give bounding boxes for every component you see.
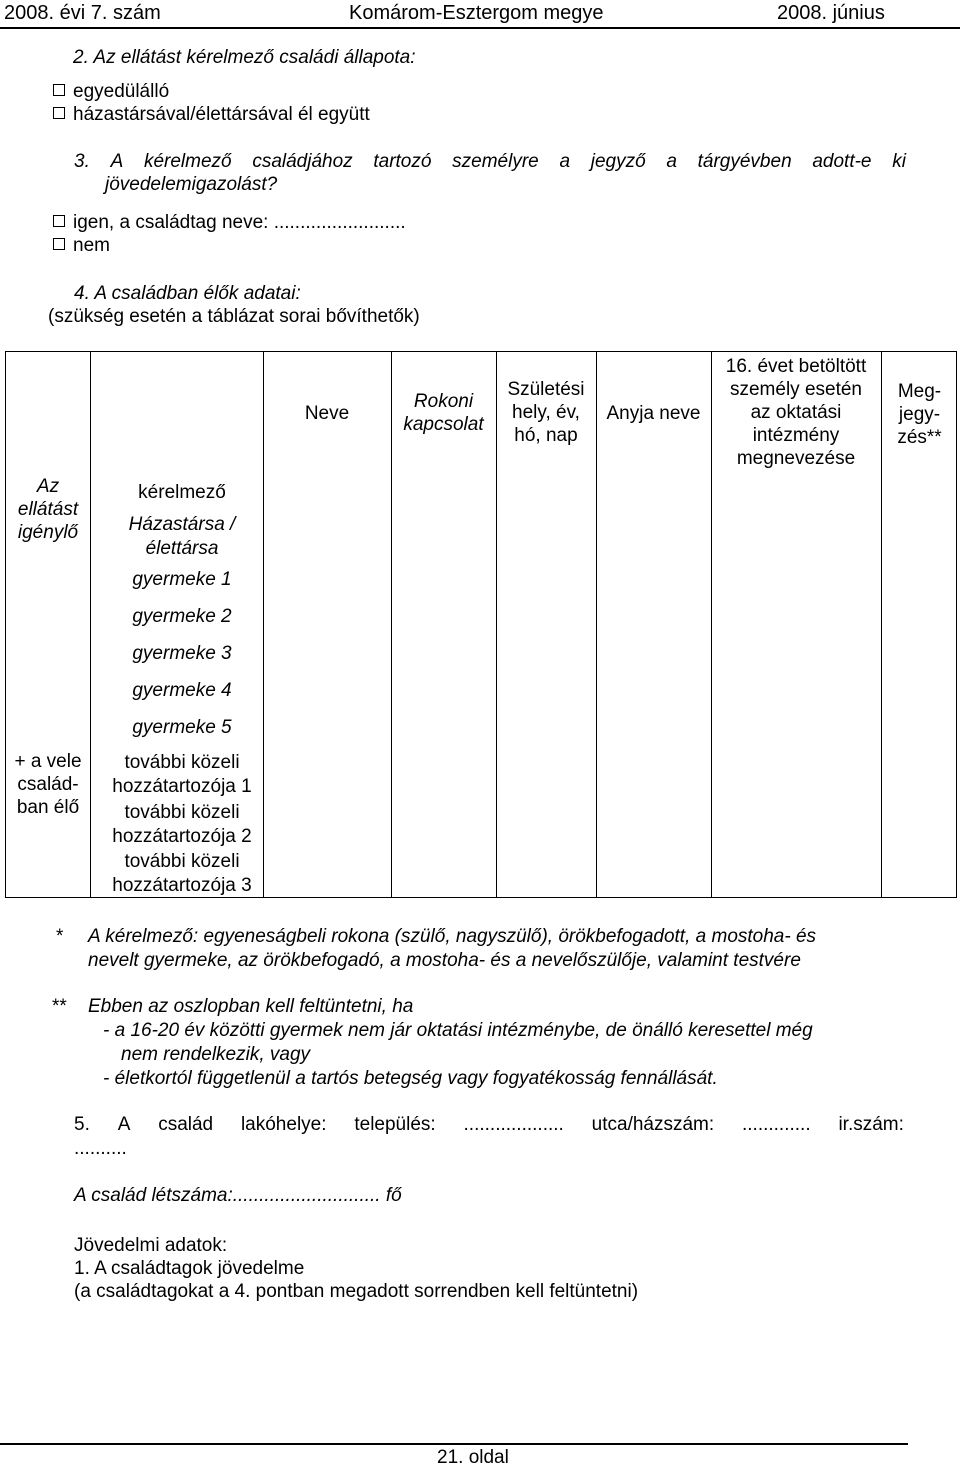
- header-rule: [0, 27, 960, 29]
- checkbox-icon[interactable]: [53, 107, 65, 119]
- family-members-table: [5, 351, 957, 898]
- note-dstar-line-1: Ebben az oszlopban kell feltüntetni, ha: [88, 996, 414, 1017]
- option-married[interactable]: házastársával/élettársával él együtt: [53, 103, 370, 126]
- section2-title: 2. Az ellátást kérelmező családi állapota:: [73, 47, 416, 68]
- col-header-notes: Meg- jegy- zés**: [897, 381, 942, 448]
- col-header-mother: Anyja neve: [606, 403, 701, 424]
- header-issue: 2008. évi 7. szám: [4, 2, 161, 24]
- section4-title: 4. A családban élők adatai:: [74, 283, 301, 304]
- row-label-child-2: gyermeke 2: [132, 606, 232, 627]
- section3-question-cont: jövedelemigazolást?: [105, 174, 278, 195]
- row-label-child-4: gyermeke 4: [132, 680, 232, 701]
- household-size: A család létszáma:............................ fő: [74, 1185, 402, 1206]
- note-star-line-2: nevelt gyermeke, az örökbefogadó, a mostoha- és a nevelőszülője, valamint testvére: [88, 950, 801, 971]
- option-no[interactable]: nem: [53, 234, 110, 257]
- page-number: 21. oldal: [437, 1447, 509, 1468]
- checkbox-icon[interactable]: [53, 238, 65, 250]
- income-item-1: 1. A családtagok jövedelme: [74, 1258, 305, 1279]
- section3-question: 3. A kérelmező családjához tartozó személyre a jegyző a tárgyévben adott-e ki: [74, 151, 906, 172]
- income-title: Jövedelmi adatok:: [74, 1235, 228, 1256]
- col-header-birth: Születési hely, év, hó, nap: [507, 379, 585, 446]
- checkbox-icon[interactable]: [53, 84, 65, 96]
- header-date: 2008. június: [777, 2, 885, 24]
- footer-rule: [0, 1443, 908, 1445]
- row-label-child-5: gyermeke 5: [132, 717, 232, 738]
- row-label-applicant: kérelmező: [138, 482, 226, 503]
- note-marker-star: *: [56, 926, 64, 947]
- note-star-line-1: A kérelmező: egyeneságbeli rokona (szülő, nagyszülő), örökbefogadott, a mostoha- és: [88, 926, 817, 947]
- checkbox-icon[interactable]: [53, 215, 65, 227]
- group-label-applicant: Az ellátást igénylő: [17, 476, 79, 543]
- income-item-1-note: (a családtagokat a 4. pontban megadott sorrendben kell feltüntetni): [74, 1281, 639, 1302]
- note-dstar-line-2: - a 16-20 év közötti gyermek nem jár oktatási intézménybe, de önálló keresettel még: [103, 1020, 813, 1041]
- table-divider: [596, 352, 597, 897]
- note-dstar-line-4: - életkortól függetlenül a tartós betegség vagy fogyatékosság fennállását.: [103, 1068, 718, 1089]
- col-header-name: Neve: [304, 403, 350, 424]
- row-label-relative-3: további közeli hozzátartozója 3: [112, 851, 252, 896]
- section4-subtitle: (szükség esetén a táblázat sorai bővíthetők): [48, 306, 420, 327]
- row-label-relative-1: további közeli hozzátartozója 1: [112, 752, 252, 797]
- row-label-child-1: gyermeke 1: [132, 569, 232, 590]
- header-county: Komárom-Esztergom megye: [349, 2, 604, 24]
- section5-residence: 5. A család lakóhelye: település: ................... utca/házszám: ............. ir.szám:: [74, 1114, 904, 1135]
- row-label-relative-2: további közeli hozzátartozója 2: [112, 802, 252, 847]
- note-marker-double-star: **: [52, 996, 67, 1017]
- row-label-child-3: gyermeke 3: [132, 643, 232, 664]
- group-label-household: + a vele család- ban élő: [14, 751, 82, 818]
- option-single[interactable]: egyedülálló: [53, 80, 169, 103]
- section5-residence-cont: ..........: [74, 1138, 127, 1159]
- col-header-relation: Rokoni kapcsolat: [403, 391, 484, 435]
- row-label-spouse: Házastársa / élettársa: [128, 514, 236, 559]
- col-header-education: 16. évet betöltött személy esetén az oktatási intézmény megnevezése: [725, 356, 867, 469]
- note-dstar-line-3: nem rendelkezik, vagy: [121, 1044, 311, 1065]
- table-divider: [90, 352, 91, 897]
- option-yes[interactable]: igen, a családtag neve: .........................: [53, 211, 406, 234]
